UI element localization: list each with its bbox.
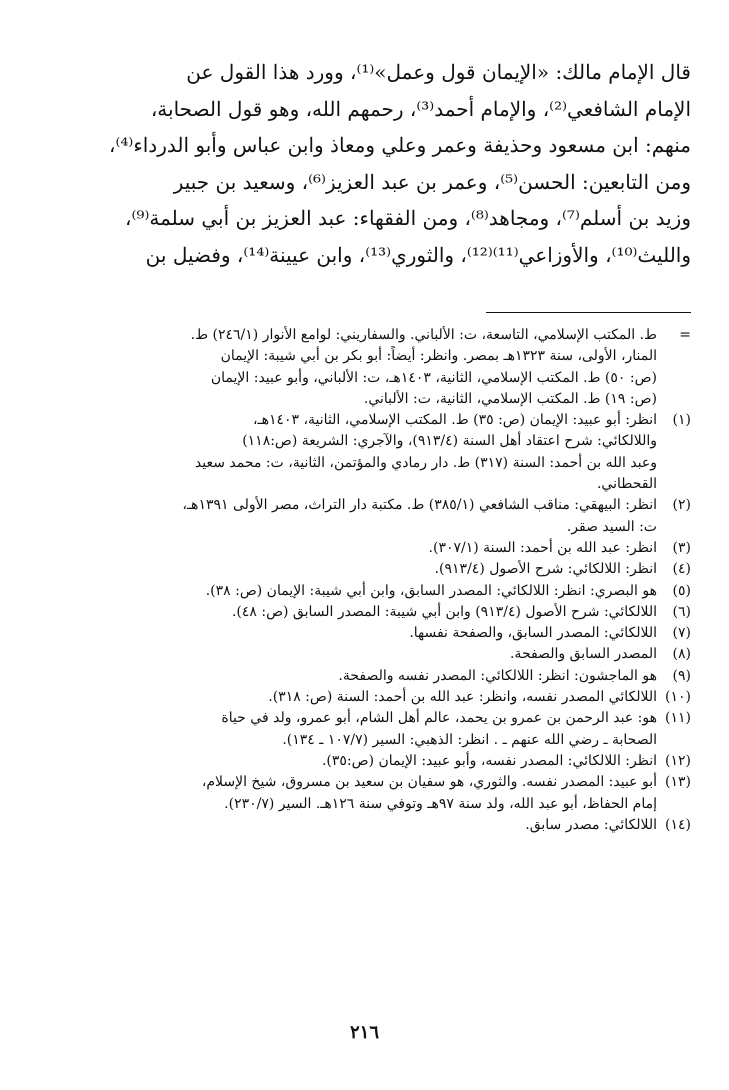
footnote-number: (٩) bbox=[672, 667, 691, 684]
paragraph-line: الإمام الشافعي⁽²⁾، والإمام أحمد⁽³⁾، رحمهم الله، وهو قول الصحابة، bbox=[150, 96, 691, 121]
footnote-line: القحطاني. bbox=[596, 476, 657, 493]
footnote-line: وعبد الله بن أحمد: السنة (٣١٧) ط. دار رمادي والمؤتمن، الثانية، ت: محمد سعيد bbox=[194, 454, 657, 471]
footnote-2 bbox=[38, 495, 691, 538]
footnote-4 bbox=[38, 559, 691, 580]
footnote-13 bbox=[38, 772, 691, 815]
paragraph-line: ومن التابعين: الحسن⁽⁵⁾، وعمر بن عبد العزيز⁽⁶⁾، وسعيد بن جبير bbox=[173, 169, 691, 194]
footnote-number: (١٠) bbox=[665, 689, 691, 706]
footnote-number: = bbox=[679, 327, 691, 343]
footnote-line: المنار، الأولى، سنة ١٣٢٣هـ بمصر. وانظر: أيضاً: أبو بكر بن أبي شيبة: الإيمان bbox=[220, 348, 657, 365]
main-paragraph bbox=[38, 54, 691, 273]
paragraph-line: منهم: ابن مسعود وحذيفة وعمر وعلي ومعاذ وابن عباس وأبو الدرداء⁽⁴⁾، bbox=[109, 133, 691, 157]
footnote-number: (٦) bbox=[672, 603, 691, 620]
footnote-number: (٢) bbox=[672, 497, 691, 514]
footnote-line: اللالكائي: مصدر سابق. bbox=[525, 816, 657, 833]
page-number: ٢١٦ bbox=[349, 1022, 379, 1043]
footnote-line: انظر: أبو عبيد: الإيمان (ص: ٣٥) ط. المكتب الإسلامي، الثانية، ١٤٠٣هـ، bbox=[252, 412, 657, 429]
footnote-line: هو: عبد الرحمن بن عمرو بن يحمد، عالم أهل الشام، أبو عمرو، ولد في حياة bbox=[221, 710, 657, 727]
footnote-line: اللالكائي: شرح الأصول (٩١٣/٤) وابن أبي شيبة: المصدر السابق (ص: ٤٨). bbox=[231, 603, 657, 620]
footnote-line: (ص: ١٩) ط. المكتب الإسلامي، الثانية، ت: الألباني. bbox=[363, 390, 657, 407]
footnote-line: أبو عبيد: المصدر نفسه. والثوري، هو سفيان بن سعيد بن مسروق، شيخ الإسلام، bbox=[201, 774, 657, 791]
footnote-6 bbox=[38, 602, 691, 623]
footnote-number: (٣) bbox=[672, 539, 691, 556]
footnote-number: (١١) bbox=[665, 710, 691, 727]
footnote-line: انظر: عبد الله بن أحمد: السنة (٣٠٧/١). bbox=[428, 539, 657, 556]
footnote-continuation bbox=[38, 325, 691, 410]
footnote-7 bbox=[38, 623, 691, 644]
footnotes bbox=[38, 325, 691, 836]
footnote-line: اللالكائي: المصدر السابق، والصفحة نفسها. bbox=[409, 625, 657, 642]
footnote-1 bbox=[38, 410, 691, 495]
footnote-line: الصحابة ـ رضي الله عنهم ـ . انظر: الذهبي: السير (١٠٧/٧ ـ ١٣٤). bbox=[282, 731, 657, 748]
footnote-line: انظر: البيهقي: مناقب الشافعي (٣٨٥/١) ط. مكتبة دار التراث، مصر الأولى ١٣٩١هـ، bbox=[182, 497, 657, 514]
footnote-separator bbox=[486, 312, 691, 313]
footnote-line: اللالكائي المصدر نفسه، وانظر: عبد الله بن أحمد: السنة (ص: ٣١٨). bbox=[268, 689, 657, 706]
footnote-number: (٥) bbox=[672, 582, 691, 599]
book-page bbox=[38, 54, 691, 1054]
footnote-line: هو البصري: انظر: اللالكائي: المصدر السابق، وابن أبي شيبة: الإيمان (ص: ٣٨). bbox=[205, 582, 657, 599]
footnote-9 bbox=[38, 666, 691, 687]
footnote-line: هو الماجشون: انظر: اللالكائي: المصدر نفسه والصفحة. bbox=[338, 667, 657, 684]
footnote-number: (٨) bbox=[672, 646, 691, 663]
footnote-number: (١٤) bbox=[665, 816, 691, 833]
footnote-10 bbox=[38, 687, 691, 708]
footnote-line: ط. المكتب الإسلامي، التاسعة، ت: الألباني. والسفاريني: لوامع الأنوار (٢٤٦/١) ط. bbox=[190, 327, 657, 343]
footnote-line: واللالكائي: شرح اعتقاد أهل السنة (٩١٣/٤)، والآجري: الشريعة (ص:١١٨) bbox=[242, 433, 657, 450]
footnote-line: (ص: ٥٠) ط. المكتب الإسلامي، الثانية، ١٤٠٣هـ، ت: الألباني، وأبو عبيد: الإيمان bbox=[210, 369, 657, 386]
footnote-line: المصدر السابق والصفحة. bbox=[509, 646, 657, 663]
footnote-14 bbox=[38, 815, 691, 836]
footnote-8 bbox=[38, 644, 691, 665]
footnote-3 bbox=[38, 538, 691, 559]
footnote-line: إمام الحفاظ، أبو عبد الله، ولد سنة ٩٧هـ وتوفي سنة ١٢٦هـ. السير (٢٣٠/٧). bbox=[224, 795, 657, 812]
paragraph-line: قال الإمام مالك: «الإيمان قول وعمل»⁽¹⁾، وورد هذا القول عن bbox=[186, 60, 691, 84]
footnote-line: ت: السيد صقر. bbox=[566, 518, 657, 535]
footnote-11 bbox=[38, 708, 691, 751]
footnote-number: (٧) bbox=[672, 625, 691, 642]
paragraph-line: وزيد بن أسلم⁽⁷⁾، ومجاهد⁽⁸⁾، ومن الفقهاء: عبد العزيز بن أبي سلمة⁽⁹⁾، bbox=[125, 206, 691, 230]
footnote-line: انظر: اللالكائي: المصدر نفسه، وأبو عبيد: الإيمان (ص:٣٥). bbox=[321, 752, 657, 769]
footnote-number: (١٣) bbox=[665, 774, 691, 791]
footnote-line: انظر: اللالكائي: شرح الأصول (٩١٣/٤). bbox=[434, 561, 657, 578]
paragraph-line: والليث⁽¹⁰⁾، والأوزاعي⁽¹¹⁾⁽¹²⁾، والثوري⁽¹³⁾، وابن عيينة⁽¹⁴⁾، وفضيل بن bbox=[145, 242, 691, 267]
footnote-12 bbox=[38, 751, 691, 772]
footnote-number: (٤) bbox=[672, 561, 691, 578]
footnote-number: (١) bbox=[672, 412, 691, 429]
footnote-5 bbox=[38, 581, 691, 602]
footnote-number: (١٢) bbox=[665, 752, 691, 769]
